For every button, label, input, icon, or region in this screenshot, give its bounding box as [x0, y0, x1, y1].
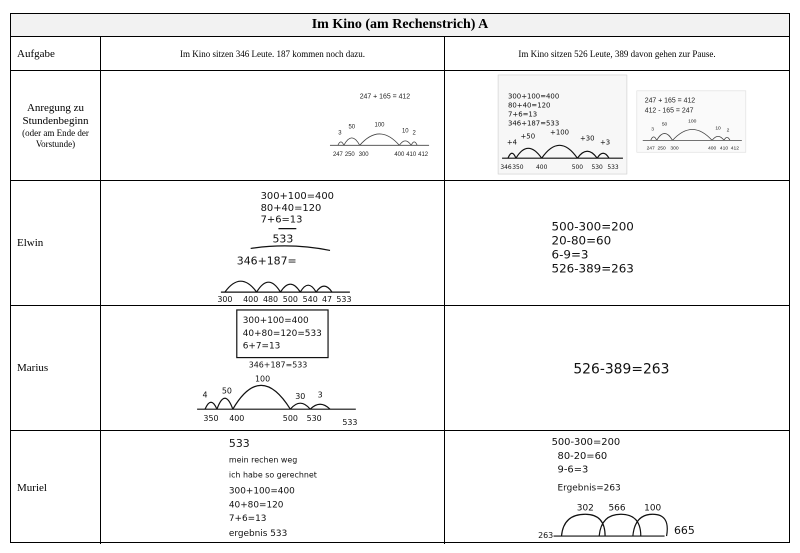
anregung-label	[11, 71, 101, 180]
jump-label: 50	[661, 122, 668, 128]
sheet-tick: 530	[591, 164, 603, 172]
sheet-line: 80+40=120	[508, 101, 551, 110]
student-row-elwin	[11, 180, 789, 305]
tick-label: 263	[538, 531, 554, 541]
worksheet-table	[10, 13, 790, 543]
tick-label: 410	[719, 146, 729, 152]
jump-label: 2	[412, 130, 416, 137]
elwin-task-1	[101, 181, 445, 305]
handwritten-line: 80-20=60	[557, 450, 608, 462]
example-equation: 247 + 165 = 412	[644, 97, 696, 105]
jump-label: 100	[255, 374, 271, 384]
table-title: Im Kino (am Rechenstrich) A	[11, 14, 789, 36]
handwritten-line: 526-389=263	[551, 261, 634, 276]
handwritten-line: Ergebnis=263	[557, 483, 621, 494]
student-row-muriel	[11, 430, 789, 544]
sheet-jump: +3	[599, 138, 611, 147]
sheet-tick: 350	[512, 164, 524, 172]
handwritten-line: 20-80=60	[551, 233, 612, 248]
student-row-marius	[11, 305, 789, 430]
student-name: Marius	[11, 306, 101, 430]
anregung-label-sub: (oder am Ende der Vorstunde)	[22, 127, 89, 149]
handwritten-line: 300+100=400	[260, 190, 334, 202]
jump-label: 10	[401, 128, 409, 135]
elwin-task-2	[445, 181, 789, 305]
handwritten-line: 80+40=120	[260, 202, 322, 214]
marius-work-2	[445, 306, 789, 430]
jump-label: 4	[202, 390, 208, 400]
handwritten-line: mein rechen weg	[228, 455, 298, 465]
anregung-task-2	[445, 71, 789, 180]
sheet-tick: 500	[571, 164, 584, 172]
jump-label: 100	[688, 119, 697, 125]
tick-label: 500	[282, 295, 298, 305]
sheet-jump: +4	[506, 138, 518, 147]
tick-label: 247	[332, 152, 343, 159]
jump-label: 50	[348, 124, 356, 131]
handwritten-line: 9-6=3	[557, 464, 589, 476]
handwritten-line: 346+187=	[236, 254, 297, 268]
tick-label: 500	[282, 414, 298, 424]
tick-label: 412	[730, 146, 740, 152]
anregung-examples-2	[445, 71, 789, 180]
tick-label: 350	[203, 414, 219, 424]
number-line-example-1	[101, 71, 444, 180]
muriel-task-2	[445, 431, 789, 544]
jump-label: 100	[644, 503, 662, 514]
jump-label: 3	[651, 127, 655, 133]
sheet-line: 346+187=533	[508, 119, 560, 128]
tick-label: 250	[344, 152, 355, 159]
task-1-text: Im Kino sitzen 346 Leute. 187 kommen noch dazu.	[101, 37, 445, 70]
tick-label: 300	[358, 152, 369, 159]
tick-label: 47	[322, 295, 333, 305]
sheet-line: 300+100=400	[508, 92, 560, 101]
anregung-row	[11, 70, 789, 180]
jump-label: 50	[221, 386, 232, 396]
sheet-tick: 400	[536, 164, 548, 172]
tick-label: 412	[418, 152, 429, 159]
tick-label: 665	[674, 524, 695, 538]
tick-label: 480	[262, 295, 279, 305]
jump-label: 10	[715, 126, 721, 132]
handwritten-line: ergebnis 533	[228, 529, 288, 540]
marius-work-1	[101, 306, 444, 430]
marius-task-2	[445, 306, 789, 430]
elwin-work-1	[101, 181, 444, 305]
sheet-jump: +30	[579, 134, 595, 143]
tick-label: 533	[336, 295, 352, 305]
handwritten-line: ich habe so gerechnet	[228, 470, 317, 480]
example-equation: 247 + 165 = 412	[359, 93, 411, 101]
tick-label: 533	[342, 418, 358, 428]
handwritten-line: 500-300=200	[551, 436, 621, 448]
tick-label: 247	[646, 146, 655, 152]
handwritten-line: 500-300=200	[551, 219, 634, 234]
example-equation: 412 - 165 = 247	[644, 107, 694, 115]
sheet-jump: +100	[550, 128, 570, 137]
anregung-task-1	[101, 71, 445, 180]
elwin-work-2	[445, 181, 789, 305]
handwritten-line: 533	[272, 232, 294, 246]
header-row	[11, 36, 789, 70]
handwritten-line: 7+6=13	[228, 514, 267, 525]
jump-label: 566	[608, 503, 626, 514]
jump-label: 30	[295, 392, 306, 402]
tick-label: 400	[243, 295, 259, 305]
handwritten-line: 300+100=400	[242, 315, 309, 326]
muriel-work-2	[445, 431, 789, 544]
header-aufgabe: Aufgabe	[11, 37, 101, 70]
tick-label: 400	[394, 152, 405, 159]
tick-label: 400	[229, 414, 245, 424]
sheet-jump: +50	[520, 132, 536, 141]
jump-label: 302	[576, 503, 594, 514]
task-2-text: Im Kino sitzen 526 Leute, 389 davon gehen zur Pause.	[518, 48, 716, 59]
tick-label: 400	[708, 146, 717, 152]
jump-label: 100	[374, 122, 385, 129]
handwritten-line: 300+100=400	[228, 486, 295, 497]
student-name: Elwin	[11, 181, 101, 305]
handwritten-line: 40+80=120=533	[242, 328, 322, 339]
tick-label: 300	[670, 146, 679, 152]
marius-task-1	[101, 306, 445, 430]
tick-label: 540	[302, 295, 318, 305]
handwritten-line: 40+80=120	[228, 500, 284, 511]
handwritten-line: 7+6=13	[260, 214, 303, 226]
tick-label: 250	[657, 146, 666, 152]
sheet-line: 7+6=13	[508, 110, 538, 119]
handwritten-line: 526-389=263	[573, 361, 670, 378]
handwritten-line: 6-9=3	[551, 247, 589, 262]
jump-label: 3	[338, 130, 342, 137]
sheet-tick: 533	[607, 164, 619, 172]
muriel-work-1	[101, 431, 444, 544]
jump-label: 3	[317, 390, 323, 400]
muriel-task-1	[101, 431, 445, 544]
tick-label: 300	[217, 295, 233, 305]
student-name: Muriel	[11, 431, 101, 544]
tick-label: 530	[306, 414, 322, 424]
tick-label: 410	[406, 152, 417, 159]
jump-label: 2	[726, 128, 730, 134]
anregung-label-main: Anregung zu Stundenbeginn	[22, 101, 89, 127]
handwritten-line: 6+7=13	[242, 341, 281, 352]
sheet-tick: 346	[500, 164, 512, 172]
handwritten-line: 346+187=533	[248, 360, 308, 370]
handwritten-line: 533	[228, 436, 250, 450]
